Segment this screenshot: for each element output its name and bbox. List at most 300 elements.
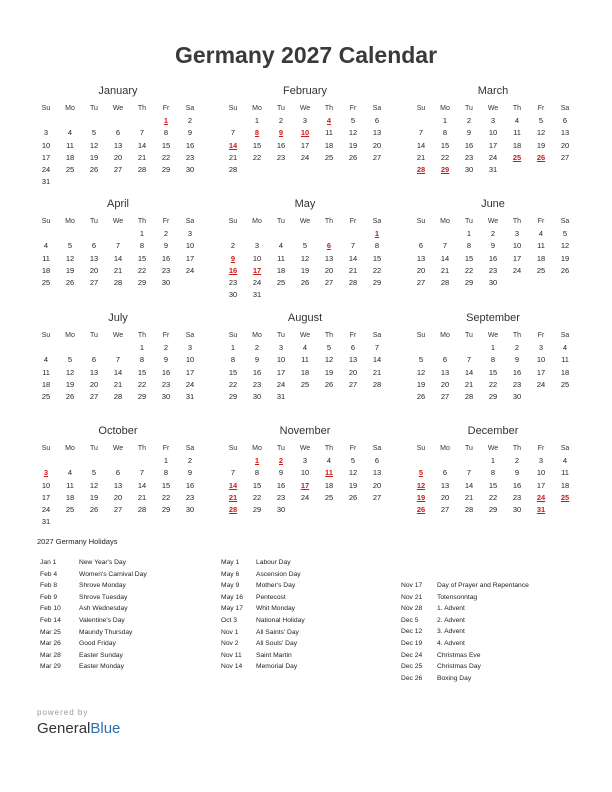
day-cell: 7 (139, 468, 145, 478)
day-cell: 17 (252, 265, 262, 275)
day-cell: 23 (185, 152, 195, 162)
holiday-name: Mother's Day (256, 582, 296, 590)
day-cell: 23 (488, 265, 498, 275)
day-cell: 29 (464, 278, 474, 288)
day-cell (58, 455, 82, 467)
day-cell: 16 (228, 265, 238, 275)
day-cell (269, 164, 293, 176)
day-cell (245, 164, 269, 176)
week-row (34, 265, 202, 277)
holiday-date: Nov 28 (401, 605, 423, 613)
day-cell: 31 (41, 177, 51, 187)
weekday-label: Fr (349, 105, 357, 112)
day-cell (221, 455, 245, 467)
day-cell: 14 (440, 253, 450, 263)
day-cell (317, 228, 341, 240)
weekday-label: Tu (277, 445, 285, 452)
day-cell: 28 (137, 165, 147, 175)
holiday-name: 2. Advent (437, 616, 465, 624)
day-cell (365, 164, 389, 176)
day-cell: 21 (137, 492, 147, 502)
day-cell: 11 (513, 128, 521, 138)
day-cell: 24 (512, 265, 522, 275)
day-cell: 3 (538, 456, 544, 465)
day-cell: 27 (113, 165, 123, 175)
holiday-name: New Year's Day (79, 559, 126, 566)
day-cell: 23 (185, 492, 195, 502)
day-cell: 21 (228, 152, 238, 162)
day-cell (106, 516, 130, 528)
day-cell (130, 516, 154, 528)
week-row (34, 516, 202, 528)
day-cell (457, 342, 481, 354)
day-cell: 15 (440, 140, 450, 150)
week-row (221, 354, 389, 366)
day-cell: 17 (536, 367, 546, 377)
day-cell: 5 (418, 355, 424, 365)
holiday-name: Valentine's Day (79, 616, 125, 624)
day-cell (106, 342, 130, 354)
week-row (34, 127, 202, 139)
weekday-label: We (112, 105, 124, 112)
day-cell: 1 (490, 456, 496, 465)
day-cell: 15 (464, 253, 474, 263)
day-cell: 25 (41, 392, 51, 402)
month-april (34, 197, 202, 289)
day-cell: 25 (536, 265, 546, 275)
day-cell: 1 (139, 229, 145, 238)
day-cell (293, 228, 317, 240)
day-cell: 10 (185, 241, 195, 251)
weekday-label: Mo (252, 445, 262, 452)
day-cell (365, 289, 389, 301)
day-cell: 28 (440, 278, 450, 288)
day-cell: 3 (187, 229, 193, 238)
day-cell (341, 164, 365, 176)
holiday-date: Nov 2 (221, 640, 239, 648)
weekday-label: Fr (162, 445, 170, 452)
day-cell: 8 (442, 128, 448, 138)
day-cell: 6 (442, 355, 448, 365)
day-cell: 13 (113, 480, 123, 490)
week-row (409, 455, 577, 467)
weekday-label: Mo (65, 218, 75, 225)
day-cell: 26 (89, 505, 99, 515)
day-cell: 16 (488, 253, 498, 263)
day-cell: 26 (536, 152, 546, 162)
day-cell: 1 (490, 343, 496, 352)
day-cell: 17 (300, 480, 310, 490)
holiday-date: Mar 25 (40, 628, 61, 636)
day-cell: 16 (185, 140, 195, 150)
day-cell: 4 (562, 343, 568, 352)
weekday-label: We (299, 218, 311, 225)
day-cell: 6 (374, 456, 380, 465)
day-cell: 15 (252, 140, 262, 150)
day-cell: 17 (41, 152, 51, 162)
day-cell: 18 (512, 140, 522, 150)
day-cell: 19 (300, 265, 310, 275)
day-cell: 13 (372, 128, 382, 138)
weekday-label: Mo (252, 218, 262, 225)
day-cell: 22 (228, 379, 238, 389)
week-row (34, 379, 202, 391)
day-cell: 29 (161, 165, 171, 175)
day-cell (130, 176, 154, 188)
day-cell: 5 (91, 468, 97, 478)
day-cell (529, 391, 553, 403)
day-cell: 27 (560, 152, 570, 162)
day-cell: 23 (512, 492, 522, 502)
day-cell: 17 (488, 140, 498, 150)
weekday-label: We (487, 332, 499, 339)
day-cell: 11 (277, 253, 285, 263)
day-cell: 2 (466, 116, 472, 125)
day-cell: 15 (228, 367, 238, 377)
day-cell: 31 (488, 165, 498, 175)
day-cell: 13 (560, 128, 570, 138)
week-row (34, 504, 202, 516)
day-cell: 28 (464, 392, 474, 402)
day-cell: 18 (560, 480, 570, 490)
weekday-label: Mo (252, 332, 262, 339)
day-cell (433, 455, 457, 467)
day-cell: 23 (161, 379, 171, 389)
weekday-label: Sa (185, 332, 195, 339)
holiday-name: Totensonntag (437, 593, 478, 601)
day-cell: 29 (440, 165, 450, 175)
day-cell: 31 (185, 392, 195, 402)
day-cell: 28 (464, 505, 474, 515)
day-cell: 19 (536, 140, 546, 150)
day-cell: 30 (512, 392, 522, 402)
holiday-date: Mar 28 (40, 651, 61, 659)
day-cell: 20 (89, 379, 99, 389)
day-cell (269, 228, 293, 240)
day-cell (221, 115, 245, 127)
day-cell: 26 (65, 278, 75, 288)
day-cell: 23 (276, 492, 286, 502)
day-cell (505, 277, 529, 289)
day-cell (58, 228, 82, 240)
weekday-label: Sa (372, 218, 382, 225)
day-cell: 25 (324, 152, 334, 162)
day-cell: 29 (228, 392, 238, 402)
week-row (221, 367, 389, 379)
day-cell: 29 (137, 278, 147, 288)
day-cell: 5 (326, 343, 332, 352)
day-cell: 18 (560, 367, 570, 377)
day-cell: 8 (163, 128, 169, 138)
day-cell: 25 (560, 492, 570, 502)
day-cell: 6 (115, 128, 121, 138)
day-cell: 2 (514, 343, 520, 352)
day-cell: 4 (538, 229, 544, 238)
week-row (221, 342, 389, 354)
day-cell: 9 (490, 241, 496, 251)
holiday-name: Shrove Tuesday (79, 593, 128, 601)
day-cell: 17 (300, 140, 310, 150)
day-cell: 18 (276, 265, 286, 275)
holiday-name: Easter Monday (79, 663, 124, 671)
weekday-label: Fr (349, 218, 357, 225)
day-cell: 29 (161, 505, 171, 515)
holiday-date: Feb 14 (40, 616, 61, 624)
day-cell: 31 (536, 505, 546, 515)
day-cell: 13 (89, 367, 99, 377)
week-row (409, 480, 577, 492)
week-row (409, 391, 577, 403)
week-row (34, 140, 202, 152)
week-row (409, 277, 577, 289)
day-cell: 28 (372, 379, 382, 389)
day-cell: 9 (514, 468, 520, 478)
day-cell: 18 (65, 492, 75, 502)
day-cell: 17 (185, 253, 195, 263)
day-cell: 25 (324, 492, 334, 502)
weekday-header (409, 102, 577, 115)
day-cell: 16 (185, 480, 195, 490)
weekday-label: Sa (185, 445, 195, 452)
day-cell: 19 (89, 492, 99, 502)
day-cell: 4 (43, 241, 49, 251)
day-cell: 12 (65, 253, 75, 263)
weekday-label: Th (137, 445, 147, 452)
weekday-label: Fr (537, 332, 545, 339)
day-cell: 13 (348, 355, 358, 365)
day-cell: 21 (440, 265, 450, 275)
day-cell: 16 (252, 367, 262, 377)
weekday-label: Th (512, 445, 522, 452)
week-row (221, 492, 389, 504)
day-cell: 26 (300, 278, 310, 288)
weekday-label: We (487, 218, 499, 225)
day-cell: 26 (348, 492, 358, 502)
day-cell (34, 115, 58, 127)
day-cell: 31 (41, 517, 51, 527)
holiday-name: All Saints' Day (256, 628, 299, 636)
day-cell: 24 (536, 492, 546, 502)
day-cell: 25 (41, 278, 51, 288)
week-row (409, 228, 577, 240)
week-row (409, 140, 577, 152)
day-cell: 10 (536, 355, 546, 365)
weekday-label: Sa (372, 332, 382, 339)
day-cell: 6 (91, 241, 97, 251)
day-cell: 3 (538, 343, 544, 352)
day-cell (245, 228, 269, 240)
day-cell: 9 (163, 355, 169, 365)
holiday-date: Nov 17 (401, 582, 423, 589)
weekday-label: Th (137, 105, 147, 112)
month-may (221, 197, 389, 302)
holiday-name: Good Friday (79, 640, 116, 648)
day-cell: 14 (137, 480, 147, 490)
day-cell: 11 (561, 468, 569, 478)
day-cell: 1 (466, 229, 472, 238)
day-cell: 27 (440, 505, 450, 515)
day-cell: 22 (464, 265, 474, 275)
day-cell (178, 516, 202, 528)
day-cell (409, 455, 433, 467)
day-cell (433, 342, 457, 354)
week-row (409, 504, 577, 516)
day-cell (82, 516, 106, 528)
day-cell: 13 (440, 480, 450, 490)
day-cell: 10 (300, 468, 310, 478)
day-cell: 15 (372, 253, 382, 263)
day-cell: 24 (300, 152, 310, 162)
day-cell (293, 504, 317, 516)
day-cell (82, 455, 106, 467)
day-cell: 15 (137, 253, 147, 263)
day-cell: 21 (113, 379, 123, 389)
day-cell (293, 164, 317, 176)
day-cell: 10 (536, 468, 546, 478)
holiday-date: Feb 9 (40, 593, 58, 601)
day-cell: 5 (350, 456, 356, 465)
week-row (409, 467, 577, 479)
day-cell (106, 455, 130, 467)
day-cell: 30 (185, 165, 195, 175)
day-cell: 11 (42, 253, 50, 263)
month-name: April (106, 198, 129, 210)
day-cell: 16 (161, 367, 171, 377)
week-row (34, 240, 202, 252)
weekday-label: Tu (465, 445, 473, 452)
day-cell: 20 (113, 152, 123, 162)
holiday-name: Day of Prayer and Repentance (437, 582, 529, 589)
day-cell: 10 (488, 128, 498, 138)
weekday-label: Su (228, 105, 238, 112)
day-cell (178, 176, 202, 188)
holiday-name: Women's Carnival Day (79, 570, 147, 578)
day-cell: 14 (137, 140, 147, 150)
weekday-label: Su (228, 218, 238, 225)
day-cell (341, 289, 365, 301)
weekday-label: Tu (465, 105, 473, 112)
weekday-label: Su (41, 105, 51, 112)
day-cell: 19 (348, 140, 358, 150)
week-row (221, 391, 389, 403)
day-cell: 28 (348, 278, 358, 288)
weekday-label: We (299, 105, 311, 112)
weekday-label: Tu (277, 218, 285, 225)
week-row (409, 127, 577, 139)
week-row (34, 354, 202, 366)
weekday-header (409, 215, 577, 228)
day-cell: 7 (466, 355, 472, 365)
day-cell: 23 (512, 379, 522, 389)
weekday-label: Tu (465, 332, 473, 339)
day-cell: 30 (228, 290, 238, 300)
day-cell: 29 (137, 392, 147, 402)
day-cell: 15 (161, 140, 171, 150)
day-cell: 20 (560, 140, 570, 150)
day-cell: 19 (89, 152, 99, 162)
week-row (34, 391, 202, 403)
holiday-date: May 17 (221, 605, 243, 613)
day-cell: 10 (512, 241, 522, 251)
weekday-label: Th (512, 218, 522, 225)
day-cell: 29 (252, 505, 262, 515)
holiday-name: Saint Martin (256, 651, 292, 659)
day-cell: 9 (230, 253, 236, 263)
holiday-name: 4. Advent (437, 639, 465, 647)
day-cell: 9 (187, 128, 193, 138)
weekday-label: Th (324, 218, 334, 225)
weekday-label: Sa (372, 105, 382, 112)
week-row (34, 492, 202, 504)
day-cell: 9 (278, 468, 284, 478)
day-cell: 25 (512, 152, 522, 162)
day-cell: 12 (416, 480, 426, 490)
page-title: Germany 2027 Calendar (174, 42, 438, 68)
holiday-date: Dec 5 (401, 616, 419, 624)
weekday-label: We (299, 332, 311, 339)
weekday-label: Mo (440, 218, 450, 225)
day-cell: 5 (350, 116, 356, 125)
day-cell (58, 342, 82, 354)
day-cell: 31 (252, 290, 262, 300)
day-cell: 5 (302, 241, 308, 251)
holiday-name: All Souls' Day (256, 640, 298, 648)
day-cell (154, 516, 178, 528)
day-cell: 24 (536, 379, 546, 389)
day-cell: 25 (65, 505, 75, 515)
day-cell: 19 (416, 379, 426, 389)
week-row (409, 367, 577, 379)
day-cell: 15 (161, 480, 171, 490)
day-cell: 5 (418, 468, 424, 478)
weekday-header (34, 215, 202, 228)
weekday-label: Su (228, 332, 238, 339)
day-cell: 7 (350, 241, 356, 251)
day-cell: 14 (416, 140, 426, 150)
weekday-header (221, 102, 389, 115)
day-cell: 26 (65, 392, 75, 402)
weekday-label: We (112, 218, 124, 225)
day-cell: 7 (230, 128, 236, 138)
day-cell: 12 (416, 367, 426, 377)
holiday-name: Labour Day (256, 559, 291, 566)
day-cell: 29 (372, 278, 382, 288)
weekday-label: Th (512, 105, 522, 112)
weekday-label: Fr (349, 332, 357, 339)
holiday-date: Dec 12 (401, 628, 423, 636)
day-cell (529, 164, 553, 176)
day-cell: 4 (67, 128, 73, 138)
day-cell: 14 (113, 367, 123, 377)
day-cell: 12 (348, 128, 358, 138)
weekday-label: Su (41, 218, 51, 225)
week-row (34, 467, 202, 479)
day-cell (365, 504, 389, 516)
weekday-label: Su (416, 332, 426, 339)
month-name: August (287, 312, 323, 324)
day-cell: 13 (324, 253, 334, 263)
week-row (221, 455, 389, 467)
holiday-date: Feb 4 (40, 570, 58, 578)
holiday-name: Maundy Thursday (79, 628, 133, 636)
day-cell: 14 (228, 480, 238, 490)
weekday-label: Mo (440, 332, 450, 339)
day-cell: 22 (488, 379, 498, 389)
day-cell: 7 (442, 241, 448, 251)
day-cell: 12 (536, 128, 546, 138)
holiday-date: Feb 10 (40, 605, 61, 613)
day-cell: 2 (187, 456, 193, 465)
